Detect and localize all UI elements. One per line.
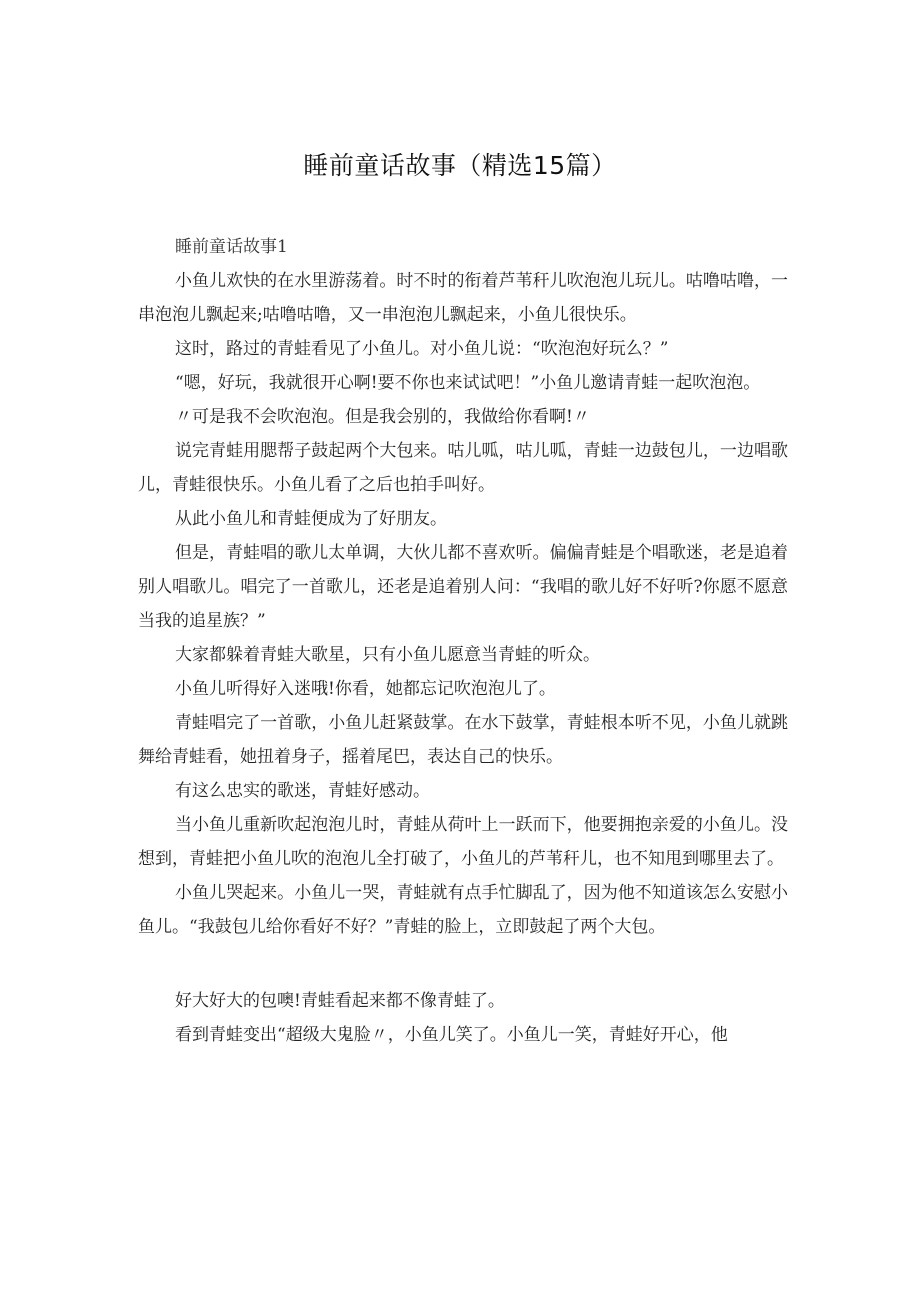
paragraph: 小鱼儿欢快的在水里游荡着。时不时的衔着芦苇秆儿吹泡泡儿玩儿。咕噜咕噜，一串泡泡儿飘起来;咕噜咕噜，又一串泡泡儿飘起来，小鱼儿很快乐。 xyxy=(138,271,788,325)
paragraph: 这时，路过的青蛙看见了小鱼儿。对小鱼儿说：“吹泡泡好玩么？” xyxy=(175,339,669,359)
paragraph: 说完青蛙用腮帮子鼓起两个大包来。咕儿呱，咕儿呱，青蛙一边鼓包儿，一边唱歌儿，青蛙很快乐。小鱼儿看了之后也拍手叫好。 xyxy=(138,441,788,495)
paragraph: 青蛙唱完了一首歌，小鱼儿赶紧鼓掌。在水下鼓掌，青蛙根本听不见，小鱼儿就跳舞给青蛙看，她扭着身子，摇着尾巴，表达自己的快乐。 xyxy=(138,713,788,767)
paragraph: 但是，青蛙唱的歌儿太单调，大伙儿都不喜欢听。偏偏青蛙是个唱歌迷，老是追着别人唱歌儿。唱完了一首歌儿，还老是追着别人问：“我唱的歌儿好不好听?你愿不愿意当我的追星族？” xyxy=(138,543,788,631)
paragraph: 看到青蛙变出“超级大鬼脸〃，小鱼儿笑了。小鱼儿一笑，青蛙好开心，他 xyxy=(175,1025,728,1045)
document-body xyxy=(138,230,788,1052)
paragraph: 从此小鱼儿和青蛙便成为了好朋友。 xyxy=(175,509,447,529)
paragraph: 大家都躲着青蛙大歌星，只有小鱼儿愿意当青蛙的听众。 xyxy=(175,645,600,665)
paragraph: 有这么忠实的歌迷，青蛙好感动。 xyxy=(175,781,430,801)
section-heading: 睡前童话故事1 xyxy=(175,237,288,257)
paragraph: 当小鱼儿重新吹起泡泡儿时，青蛙从荷叶上一跃而下，他要拥抱亲爱的小鱼儿。没想到，青蛙把小鱼儿吹的泡泡儿全打破了，小鱼儿的芦苇秆儿，也不知甩到哪里去了。 xyxy=(138,815,788,869)
paragraph: 〃可是我不会吹泡泡。但是我会别的，我做给你看啊!〃 xyxy=(175,407,590,427)
document-title: 睡前童话故事（精选15篇） xyxy=(303,151,617,180)
paragraph: “嗯，好玩，我就很开心啊!要不你也来试试吧！”小鱼儿邀请青蛙一起吹泡泡。 xyxy=(175,373,761,393)
paragraph: 小鱼儿哭起来。小鱼儿一哭，青蛙就有点手忙脚乱了，因为他不知道该怎么安慰小鱼儿。“我鼓包儿给你看好不好？”青蛙的脸上，立即鼓起了两个大包。 xyxy=(138,883,788,937)
paragraph: 小鱼儿听得好入迷哦!你看，她都忘记吹泡泡儿了。 xyxy=(175,679,556,699)
paragraph: 好大好大的包噢!青蛙看起来都不像青蛙了。 xyxy=(175,991,505,1011)
